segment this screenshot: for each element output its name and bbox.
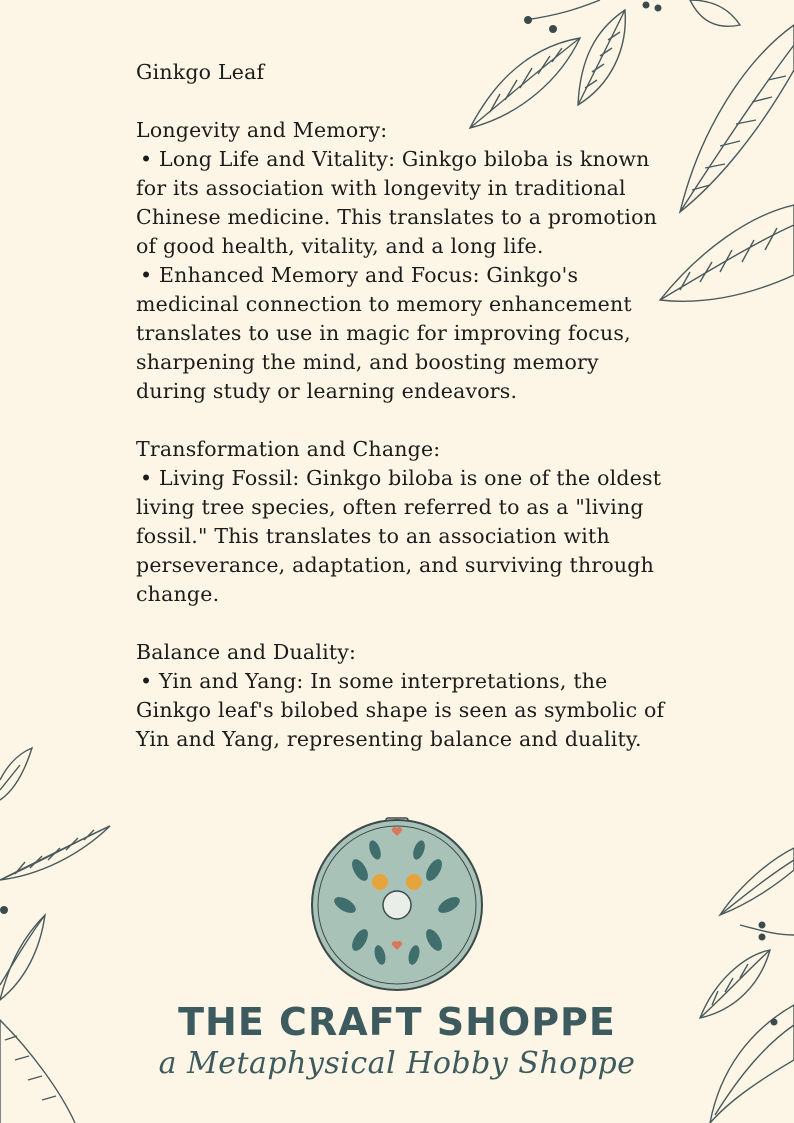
berry-icon	[524, 16, 532, 24]
berry-icon	[759, 922, 766, 929]
leaf-icon	[0, 826, 110, 880]
brand-tagline: a Metaphysical Hobby Shoppe	[158, 1046, 636, 1081]
berry-icon	[643, 2, 650, 9]
section-heading: Balance and Duality:	[136, 640, 357, 664]
main-text	[136, 58, 666, 754]
leaf-icon	[0, 915, 45, 1000]
berry-icon	[549, 25, 557, 33]
bullet-item: • Yin and Yang: In some interpretations, the Ginkgo leaf's bilobed shape is seen as symbolic of Yin and Yang, representing balance and duality.	[136, 669, 665, 751]
section-heading: Transformation and Change:	[136, 437, 441, 461]
bullet-item: • Living Fossil: Ginkgo biloba is one of the oldest living tree species, often referred to as a "living fossil." This translates to an association with perseverance, adaptation, and surviving through change.	[136, 466, 662, 606]
stem-icon	[525, 0, 600, 20]
page-title: Ginkgo Leaf	[136, 60, 265, 84]
bullet-item: • Long Life and Vitality: Ginkgo biloba is known for its association with longevity in traditional Chinese medicine. This translates to a promotion of good health, vitality, and a long life.	[136, 147, 658, 258]
leaf-icon	[720, 848, 794, 915]
bullet-item: • Enhanced Memory and Focus: Ginkgo's medicinal connection to memory enhancement translates to use in magic for improving focus, sharpening the mind, and boosting memory during study or learning endeavors.	[136, 263, 632, 403]
leaf-icon	[680, 25, 794, 212]
berry-icon	[759, 934, 766, 941]
leaf-icon	[690, 0, 740, 26]
brand-name: THE CRAFT SHOPPE	[178, 1000, 616, 1044]
stem-icon	[740, 925, 794, 935]
berry-icon	[0, 906, 8, 914]
leaf-icon	[0, 748, 32, 800]
section-heading: Longevity and Memory:	[136, 118, 388, 142]
berry-icon	[655, 5, 662, 12]
leaf-icon	[660, 205, 794, 301]
